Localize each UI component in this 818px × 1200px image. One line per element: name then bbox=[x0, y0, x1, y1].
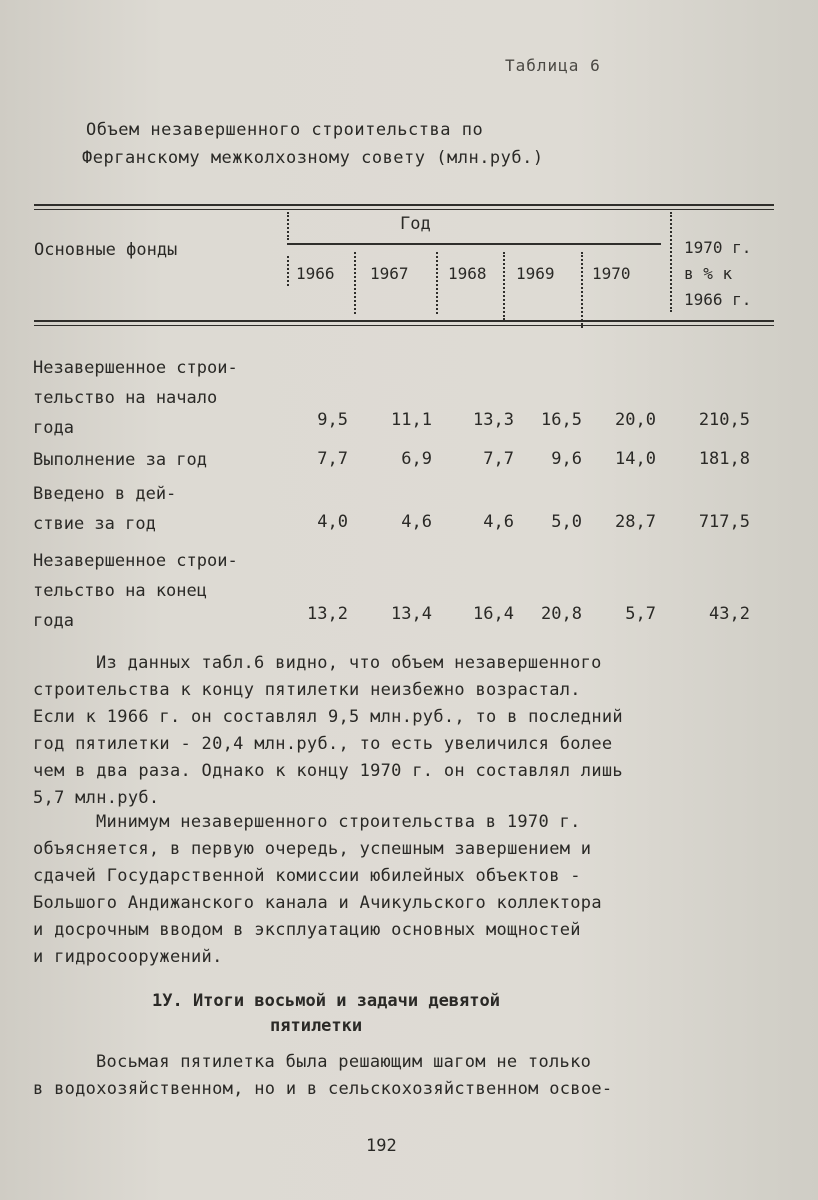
col-separator bbox=[581, 252, 585, 328]
row-label-unfinished-start bbox=[33, 353, 238, 443]
col-separator bbox=[436, 252, 440, 314]
paragraph-2-line: объясняется, в первую очередь, успешным завершением и bbox=[33, 839, 592, 859]
row-label-line: Незавершенное строи- bbox=[33, 551, 238, 571]
section-heading-line-1: 1У. Итоги восьмой и задачи девятой bbox=[152, 991, 500, 1011]
header-year-1968: 1968 bbox=[448, 264, 487, 283]
header-year-1969: 1969 bbox=[516, 264, 555, 283]
paragraph-2-line: Большого Андижанского канала и Ачикульского коллектора bbox=[33, 893, 602, 913]
row-label-completed bbox=[33, 445, 207, 475]
table-cell: 13,4 bbox=[391, 604, 432, 624]
col-separator bbox=[287, 256, 291, 286]
paragraph-3-line: Восьмая пятилетка была решающим шагом не только bbox=[96, 1052, 592, 1072]
table-cell: 9,6 bbox=[551, 449, 582, 469]
table-title-line-1: Объем незавершенного строительства по bbox=[86, 120, 484, 140]
header-year-1970: 1970 bbox=[592, 264, 631, 283]
table-cell: 20,8 bbox=[541, 604, 582, 624]
col-separator bbox=[670, 212, 674, 312]
table-label: Таблица 6 bbox=[505, 56, 601, 75]
header-bottom-rule bbox=[34, 320, 774, 322]
paragraph-2-line: Минимум незавершенного строительства в 1970 г. bbox=[96, 812, 581, 832]
header-year-1966: 1966 bbox=[296, 264, 335, 283]
col-separator bbox=[354, 252, 358, 314]
paragraph-1-line: Если к 1966 г. он составлял 9,5 млн.руб., то в последний bbox=[33, 707, 623, 727]
paragraph-2-line: и досрочным вводом в эксплуатацию основных мощностей bbox=[33, 920, 581, 940]
row-label-unfinished-end bbox=[33, 546, 238, 636]
table-cell: 181,8 bbox=[698, 449, 750, 469]
table-cell: 210,5 bbox=[698, 410, 750, 430]
table-top-rule bbox=[34, 204, 774, 206]
header-row-label: Основные фонды bbox=[34, 240, 178, 260]
row-label-line: Незавершенное строи- bbox=[33, 358, 238, 378]
header-pct-line-3: 1966 г. bbox=[684, 290, 752, 309]
table-cell: 43,2 bbox=[709, 604, 750, 624]
table-cell: 5,0 bbox=[551, 512, 582, 532]
header-group-label: Год bbox=[400, 214, 431, 234]
table-cell: 4,0 bbox=[317, 512, 348, 532]
table-cell: 16,5 bbox=[541, 410, 582, 430]
table-cell: 717,5 bbox=[698, 512, 750, 532]
table-cell: 7,7 bbox=[483, 449, 514, 469]
paragraph-1-line: год пятилетки - 20,4 млн.руб., то есть увеличился более bbox=[33, 734, 613, 754]
table-cell: 6,9 bbox=[401, 449, 432, 469]
header-year-1967: 1967 bbox=[370, 264, 409, 283]
row-label-line: тельство на начало bbox=[33, 388, 218, 408]
table-title-line-2: Ферганскому межколхозному совету (млн.руб.) bbox=[82, 148, 544, 168]
section-heading-line-2: пятилетки bbox=[270, 1016, 363, 1036]
table-cell: 7,7 bbox=[317, 449, 348, 469]
table-cell: 4,6 bbox=[483, 512, 514, 532]
header-bottom-rule-2 bbox=[34, 325, 774, 326]
table-cell: 13,3 bbox=[473, 410, 514, 430]
row-label-line: Выполнение за год bbox=[33, 450, 207, 470]
page-number: 192 bbox=[366, 1136, 397, 1156]
table-cell: 11,1 bbox=[391, 410, 432, 430]
table-cell: 13,2 bbox=[307, 604, 348, 624]
col-separator bbox=[503, 252, 507, 320]
paragraph-1-line: чем в два раза. Однако к концу 1970 г. он составлял лишь bbox=[33, 761, 623, 781]
table-cell: 20,0 bbox=[615, 410, 656, 430]
row-label-line: года bbox=[33, 611, 74, 631]
table-cell: 5,7 bbox=[625, 604, 656, 624]
table-cell: 9,5 bbox=[317, 410, 348, 430]
col-separator bbox=[287, 212, 291, 240]
paragraph-1-line: 5,7 млн.руб. bbox=[33, 788, 160, 808]
header-pct-line-1: 1970 г. bbox=[684, 238, 752, 257]
table-cell: 28,7 bbox=[615, 512, 656, 532]
row-label-line: года bbox=[33, 418, 74, 438]
row-label-line: тельство на конец bbox=[33, 581, 207, 601]
paragraph-2-line: сдачей Государственной комиссии юбилейных объектов - bbox=[33, 866, 581, 886]
header-group-rule bbox=[287, 243, 661, 245]
paragraph-2-line: и гидросооружений. bbox=[33, 947, 223, 967]
header-pct-line-2: в % к bbox=[684, 264, 733, 283]
paragraph-3-line: в водохозяйственном, но и в сельскохозяйственном освое- bbox=[33, 1079, 613, 1099]
row-label-line: Введено в дей- bbox=[33, 484, 177, 504]
table-cell: 14,0 bbox=[615, 449, 656, 469]
table-cell: 4,6 bbox=[401, 512, 432, 532]
row-label-commissioned bbox=[33, 479, 176, 539]
paragraph-1-line: строительства к концу пятилетки неизбежно возрастал. bbox=[33, 680, 581, 700]
row-label-line: ствие за год bbox=[33, 514, 156, 534]
table-cell: 16,4 bbox=[473, 604, 514, 624]
table-top-rule-2 bbox=[34, 209, 774, 210]
paragraph-1-line: Из данных табл.6 видно, что объем незавершенного bbox=[96, 653, 602, 673]
